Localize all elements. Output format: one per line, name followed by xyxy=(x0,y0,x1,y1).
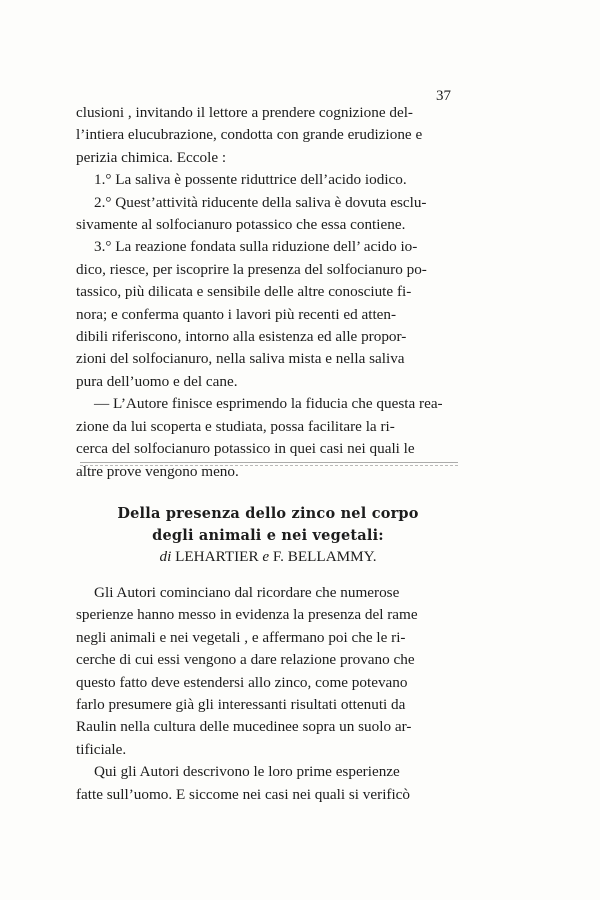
text-line: perizia chimica. Eccole : xyxy=(76,148,227,166)
text-line: dibili riferiscono, intorno alla esistenza ed alle propor- xyxy=(76,328,407,346)
author-prefix: di xyxy=(159,548,172,565)
text-line: — L’Autore finisce esprimendo la fiducia che questa rea- xyxy=(94,395,443,413)
text-line: tificiale. xyxy=(76,740,127,758)
text-line: negli animali e nei vegetali , e affermano poi che le ri- xyxy=(76,628,406,646)
text-line: altre prove vengono meno. xyxy=(76,462,239,480)
author-name: F. BELLAMMY. xyxy=(272,548,377,565)
text-line: cerche di cui essi vengono a dare relazione provano che xyxy=(76,651,415,669)
text-line: Raulin nella cultura delle mucedinee sopra un suolo ar- xyxy=(76,718,412,736)
divider-rule xyxy=(80,465,458,467)
text-line: sperienze hanno messo in evidenza la presenza del rame xyxy=(76,606,418,624)
text-line: questo fatto deve estendersi allo zinco, come potevano xyxy=(76,673,408,691)
author-line xyxy=(76,546,460,568)
title-line-1: Della presenza dello zinco nel corpo xyxy=(117,505,419,522)
text-line: zioni del solfocianuro, nella saliva mista e nella saliva xyxy=(76,350,405,368)
text-line: 2.° Quest’attività riducente della saliva è dovuta esclu- xyxy=(94,193,427,211)
text-line: tassico, più dilicata e sensibile delle altre conosciute fi- xyxy=(76,283,412,301)
title-line-2: degli animali e nei vegetali: xyxy=(152,526,384,544)
section-divider xyxy=(80,462,458,466)
article-title xyxy=(76,503,460,568)
divider-rule xyxy=(80,462,458,463)
text-line: Gli Autori cominciano dal ricordare che numerose xyxy=(94,584,400,601)
text-line: zione da lui scoperta e studiata, possa facilitare la ri- xyxy=(76,417,395,435)
text-block-previous-article xyxy=(76,102,460,483)
text-line: fatte sull’uomo. E siccome nei casi nei quali si verificò xyxy=(76,785,411,803)
author-name: LEHARTIER xyxy=(175,548,259,565)
text-line: dico, riesce, per iscoprire la presenza del solfocianuro po- xyxy=(76,260,427,278)
text-line: 3.° La reazione fondata sulla riduzione dell’ acido io- xyxy=(94,238,418,256)
text-line: nora; e conferma quanto i lavori più recenti ed atten- xyxy=(76,305,397,323)
text-block-article xyxy=(76,582,460,806)
text-line: cerca del solfocianuro potassico in quei casi nei quali le xyxy=(76,440,415,458)
author-conjunction: e xyxy=(262,548,270,565)
text-line: 1.° La saliva è possente riduttrice dell’acido iodico. xyxy=(94,171,407,189)
text-line: clusioni , invitando il lettore a prendere cognizione del- xyxy=(76,104,413,121)
text-line: pura dell’uomo e del cane. xyxy=(76,372,238,390)
text-line: sivamente al solfocianuro potassico che essa contiene. xyxy=(76,216,406,234)
text-line: farlo presumere già gli interessanti risultati ottenuti da xyxy=(76,696,406,714)
text-line: l’intiera elucubrazione, condotta con grande erudizione e xyxy=(76,126,423,144)
page-number: 37 xyxy=(436,88,451,104)
text-line: Qui gli Autori descrivono le loro prime esperienze xyxy=(94,763,400,781)
